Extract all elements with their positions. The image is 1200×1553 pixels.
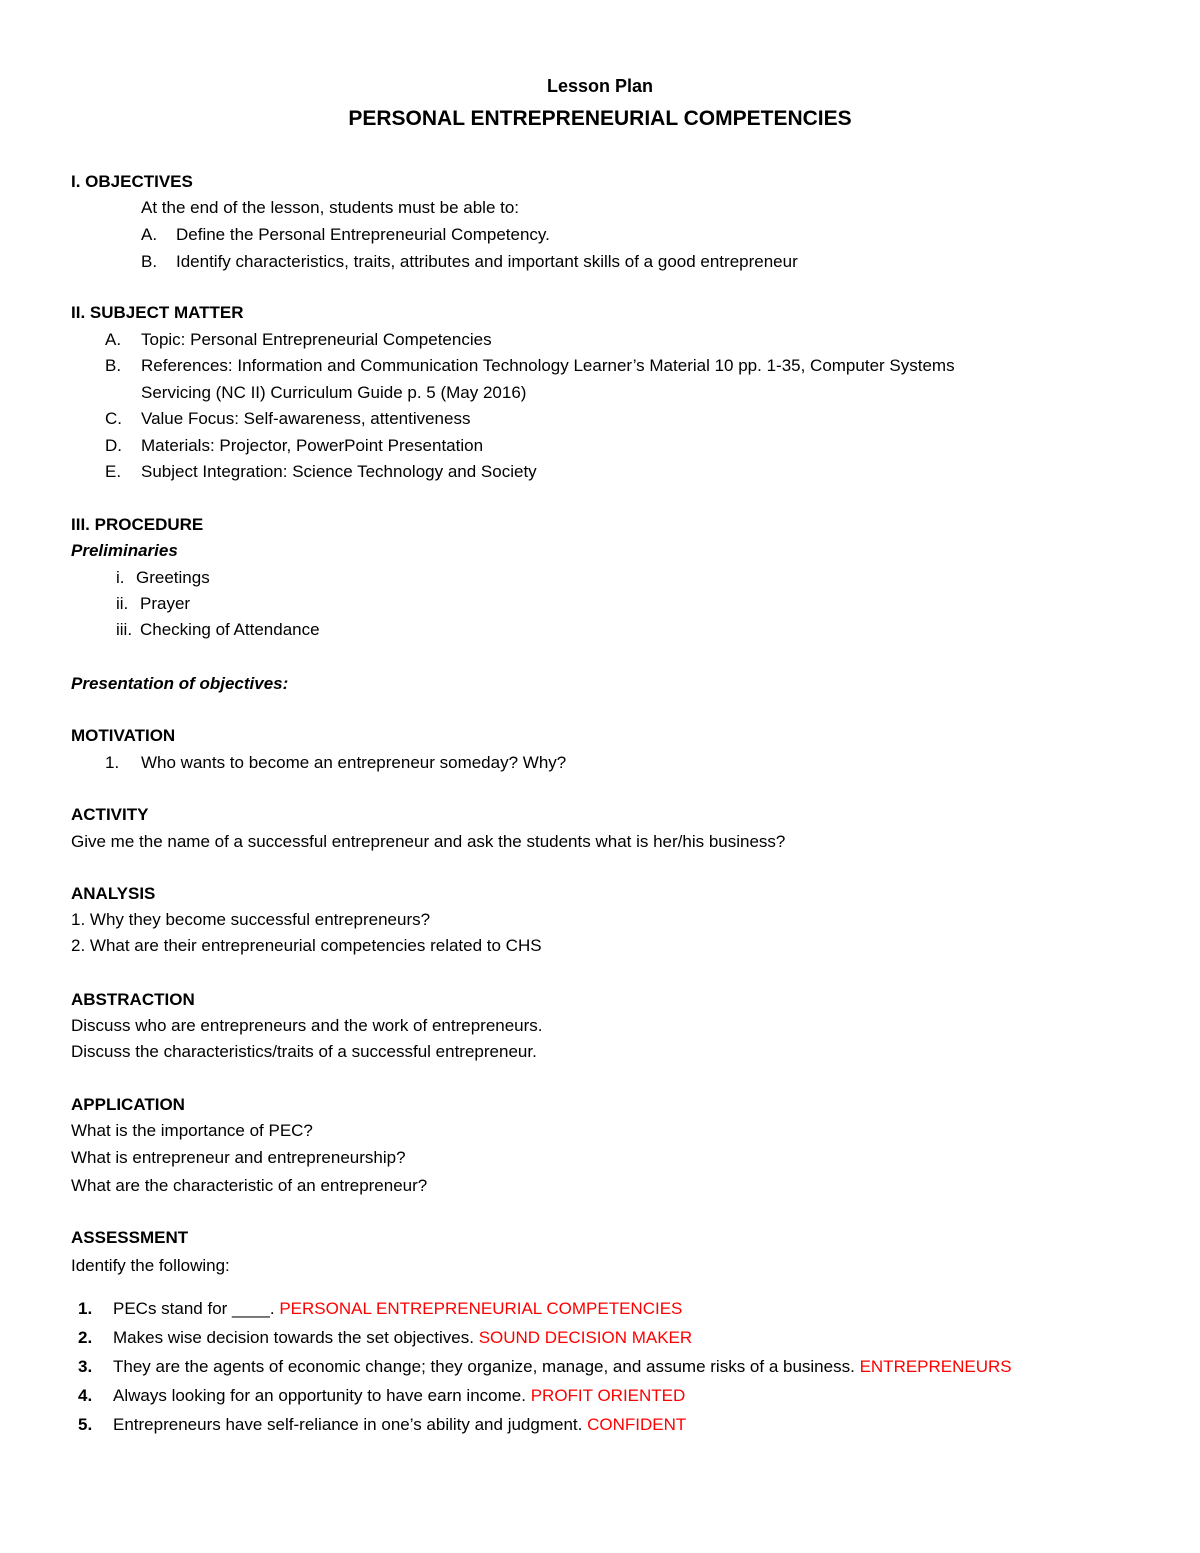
subject-matter-heading: II. SUBJECT MATTER xyxy=(71,303,244,322)
subject-item: References: Information and Communication Technology Learner’s Material 10 pp. 1-35, Computer Systems xyxy=(141,356,955,375)
objective-item: Identify characteristics, traits, attributes and important skills of a good entrepreneur xyxy=(176,252,798,271)
list-marker: ii. xyxy=(116,594,129,613)
assessment-heading: ASSESSMENT xyxy=(71,1228,189,1247)
application-line: What is entrepreneur and entrepreneurship? xyxy=(71,1148,406,1167)
assessment-item xyxy=(113,1387,685,1404)
assessment-question: Makes wise decision towards the set objectives. xyxy=(113,1328,474,1347)
list-marker: E. xyxy=(105,462,122,481)
subject-item: Topic: Personal Entrepreneurial Competencies xyxy=(141,330,492,349)
list-marker: 5. xyxy=(78,1415,93,1434)
list-marker: A. xyxy=(105,330,122,349)
list-marker: B. xyxy=(141,252,158,271)
list-marker: 4. xyxy=(78,1386,93,1405)
motivation-item: Who wants to become an entrepreneur someday? Why? xyxy=(141,753,567,772)
list-marker: 2. xyxy=(78,1328,93,1347)
objective-item: Define the Personal Entrepreneurial Competency. xyxy=(176,225,550,244)
list-marker: i. xyxy=(116,568,125,587)
list-marker: 3. xyxy=(78,1357,93,1376)
procedure-heading: III. PROCEDURE xyxy=(71,515,204,534)
list-marker: 1. xyxy=(78,1299,93,1318)
preliminary-item: Greetings xyxy=(136,568,210,587)
page-title: PERSONAL ENTREPRENEURIAL COMPETENCIES xyxy=(348,107,852,130)
preliminary-item: Checking of Attendance xyxy=(140,620,320,639)
assessment-item xyxy=(113,1329,692,1346)
assessment-question: Entrepreneurs have self-reliance in one’s ability and judgment. xyxy=(113,1415,583,1434)
subject-item: Materials: Projector, PowerPoint Presentation xyxy=(141,436,484,455)
list-marker: B. xyxy=(105,356,122,375)
assessment-item xyxy=(113,1416,686,1433)
abstraction-line: Discuss who are entrepreneurs and the work of entrepreneurs. xyxy=(71,1016,543,1035)
assessment-question: PECs stand for ____. xyxy=(113,1299,275,1318)
doc-type-title: Lesson Plan xyxy=(546,76,654,96)
abstraction-line: Discuss the characteristics/traits of a successful entrepreneur. xyxy=(71,1042,537,1061)
abstraction-heading: ABSTRACTION xyxy=(71,990,195,1009)
subject-item: Subject Integration: Science Technology and Society xyxy=(141,462,537,481)
assessment-answer: SOUND DECISION MAKER xyxy=(478,1328,693,1347)
subject-item-continued: Servicing (NC II) Curriculum Guide p. 5 (May 2016) xyxy=(141,383,527,402)
objectives-heading: I. OBJECTIVES xyxy=(71,172,193,191)
analysis-heading: ANALYSIS xyxy=(71,884,156,903)
list-marker: iii. xyxy=(116,620,133,639)
assessment-answer: CONFIDENT xyxy=(587,1415,687,1434)
subject-item: Value Focus: Self-awareness, attentiveness xyxy=(141,409,471,428)
assessment-question: They are the agents of economic change; they organize, manage, and assume risks of a business. xyxy=(113,1357,855,1376)
preliminary-item: Prayer xyxy=(140,594,191,613)
application-line: What are the characteristic of an entrepreneur? xyxy=(71,1176,428,1195)
list-marker: 1. xyxy=(105,753,120,772)
list-marker: A. xyxy=(141,225,158,244)
analysis-line: 1. Why they become successful entrepreneurs? xyxy=(71,910,431,929)
assessment-question: Always looking for an opportunity to have earn income. xyxy=(113,1386,526,1405)
motivation-heading: MOTIVATION xyxy=(71,726,176,745)
list-marker: C. xyxy=(105,409,122,428)
assessment-intro: Identify the following: xyxy=(71,1256,230,1275)
analysis-line: 2. What are their entrepreneurial competencies related to CHS xyxy=(71,936,542,955)
activity-heading: ACTIVITY xyxy=(71,805,149,824)
application-heading: APPLICATION xyxy=(71,1095,185,1114)
list-marker: D. xyxy=(105,436,122,455)
assessment-answer: PROFIT ORIENTED xyxy=(530,1386,686,1405)
assessment-item xyxy=(113,1358,1012,1375)
presentation-label: Presentation of objectives: xyxy=(71,674,289,693)
application-line: What is the importance of PEC? xyxy=(71,1121,313,1140)
objectives-intro: At the end of the lesson, students must be able to: xyxy=(141,198,520,217)
assessment-item xyxy=(113,1300,682,1317)
assessment-answer: ENTREPRENEURS xyxy=(859,1357,1012,1376)
activity-text: Give me the name of a successful entrepreneur and ask the students what is her/his business? xyxy=(71,832,786,851)
preliminaries-label: Preliminaries xyxy=(71,541,178,560)
assessment-answer: PERSONAL ENTREPRENEURIAL COMPETENCIES xyxy=(279,1299,683,1318)
